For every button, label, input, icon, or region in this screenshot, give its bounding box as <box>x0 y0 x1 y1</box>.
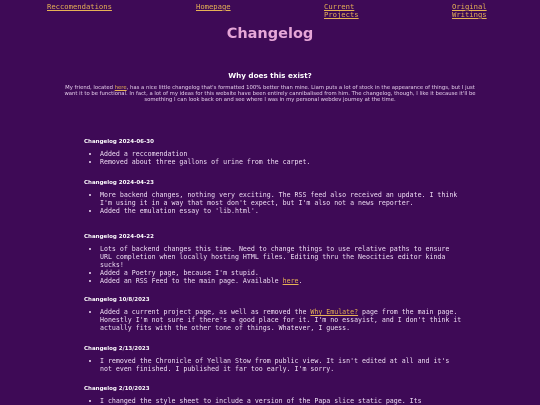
changelog-entry <box>84 180 462 215</box>
list-item: • I removed the Chronicle of Yellan Stow from public view. It isn't edited at all and it's not even finished. I published it far too early. I'm sorry. <box>100 357 462 373</box>
nav-link-reccomendations[interactable]: Reccomendations <box>47 2 112 11</box>
page-title: Changelog <box>226 26 314 42</box>
changelog-entry <box>84 297 462 332</box>
list-item <box>100 277 462 285</box>
changelog-list <box>84 245 462 285</box>
why-heading: Why does this exist? <box>228 71 312 80</box>
changelog-date: Changelog 2024-04-22 <box>84 234 154 240</box>
friend-link[interactable]: here <box>114 85 127 91</box>
nav-link-original-writings[interactable] <box>452 3 487 19</box>
intro-text-start: My friend, located <box>65 85 115 91</box>
changelog-list <box>84 191 462 215</box>
changelog-date: Changelog 2024-06-30 <box>84 139 154 145</box>
changelog-entry <box>84 139 462 166</box>
entry-text: Added a current project page, as well as removed the <box>100 308 311 316</box>
nav-link-original-writings-line1: Original <box>452 2 487 11</box>
list-item: • Lots of backend changes this time. Need to change things to use relative paths to ensure URL completion when locally hosting HTML files. Editing thru the Neocities editor kinda sucks! <box>100 245 462 269</box>
intro-text-end: , has a nice little changelog that's formatted 100% better than mine. Liam puts a lot of stock in the appearance of things, but I just want it to be functional. In fact, a lot of my ideas for this website have been entirely cannibalised from him. The changelog, though, I like it because it'll be something I can look back on and see where I was in my personal webdev journey at the time. <box>64 85 476 104</box>
nav-link-original-writings-line2: Writings <box>452 10 487 19</box>
changelog-entry <box>84 234 462 285</box>
changelog-date: Changelog 2/10/2023 <box>84 386 150 392</box>
intro-paragraph <box>58 85 482 104</box>
changelog-date: Changelog 10/8/2023 <box>84 297 150 303</box>
rss-feed-link[interactable]: here <box>282 277 299 285</box>
list-item: • Added a reccomendation <box>100 150 462 158</box>
rss-text: Added an RSS Feed to the main page. Available <box>100 277 283 285</box>
changelog-entry <box>84 386 462 405</box>
entry-text-end: page from the main page. Honestly I'm not sure if there's a good place for it. I'm no essayist, and I don't think it actually fits with the other tone of things. Whatever, I guess. <box>100 308 462 332</box>
rss-text-end: . <box>298 277 303 285</box>
nav-link-homepage[interactable]: Homepage <box>196 2 231 11</box>
list-item: • Added the emulation essay to 'lib.html'. <box>100 207 462 215</box>
list-item: • I changed the style sheet to include a version of the Papa slice static page. Its <box>100 397 462 405</box>
changelog-list <box>84 397 462 405</box>
changelog-date: Changelog 2/13/2023 <box>84 346 150 352</box>
list-item: • Removed about three gallons of urine from the carpet. <box>100 158 462 166</box>
list-item <box>100 308 462 332</box>
list-item: • Added a Poetry page, because I'm stupid. <box>100 269 462 277</box>
list-item: • More backend changes, nothing very exciting. The RSS feed also received an update. I think I'm using it in a way that most don't expect, but I'm also not a news reporter. <box>100 191 462 207</box>
nav-link-current-projects-line2: Projects <box>324 10 359 19</box>
changelog-entry <box>84 346 462 373</box>
why-emulate-link[interactable]: Why Emulate? <box>310 308 359 316</box>
changelog-date: Changelog 2024-04-23 <box>84 180 154 186</box>
top-nav <box>0 0 540 22</box>
changelog-list <box>84 308 462 332</box>
changelog-list <box>84 357 462 373</box>
nav-link-current-projects[interactable] <box>324 3 359 19</box>
nav-link-current-projects-line1: Current <box>324 2 355 11</box>
changelog-list <box>84 150 462 166</box>
